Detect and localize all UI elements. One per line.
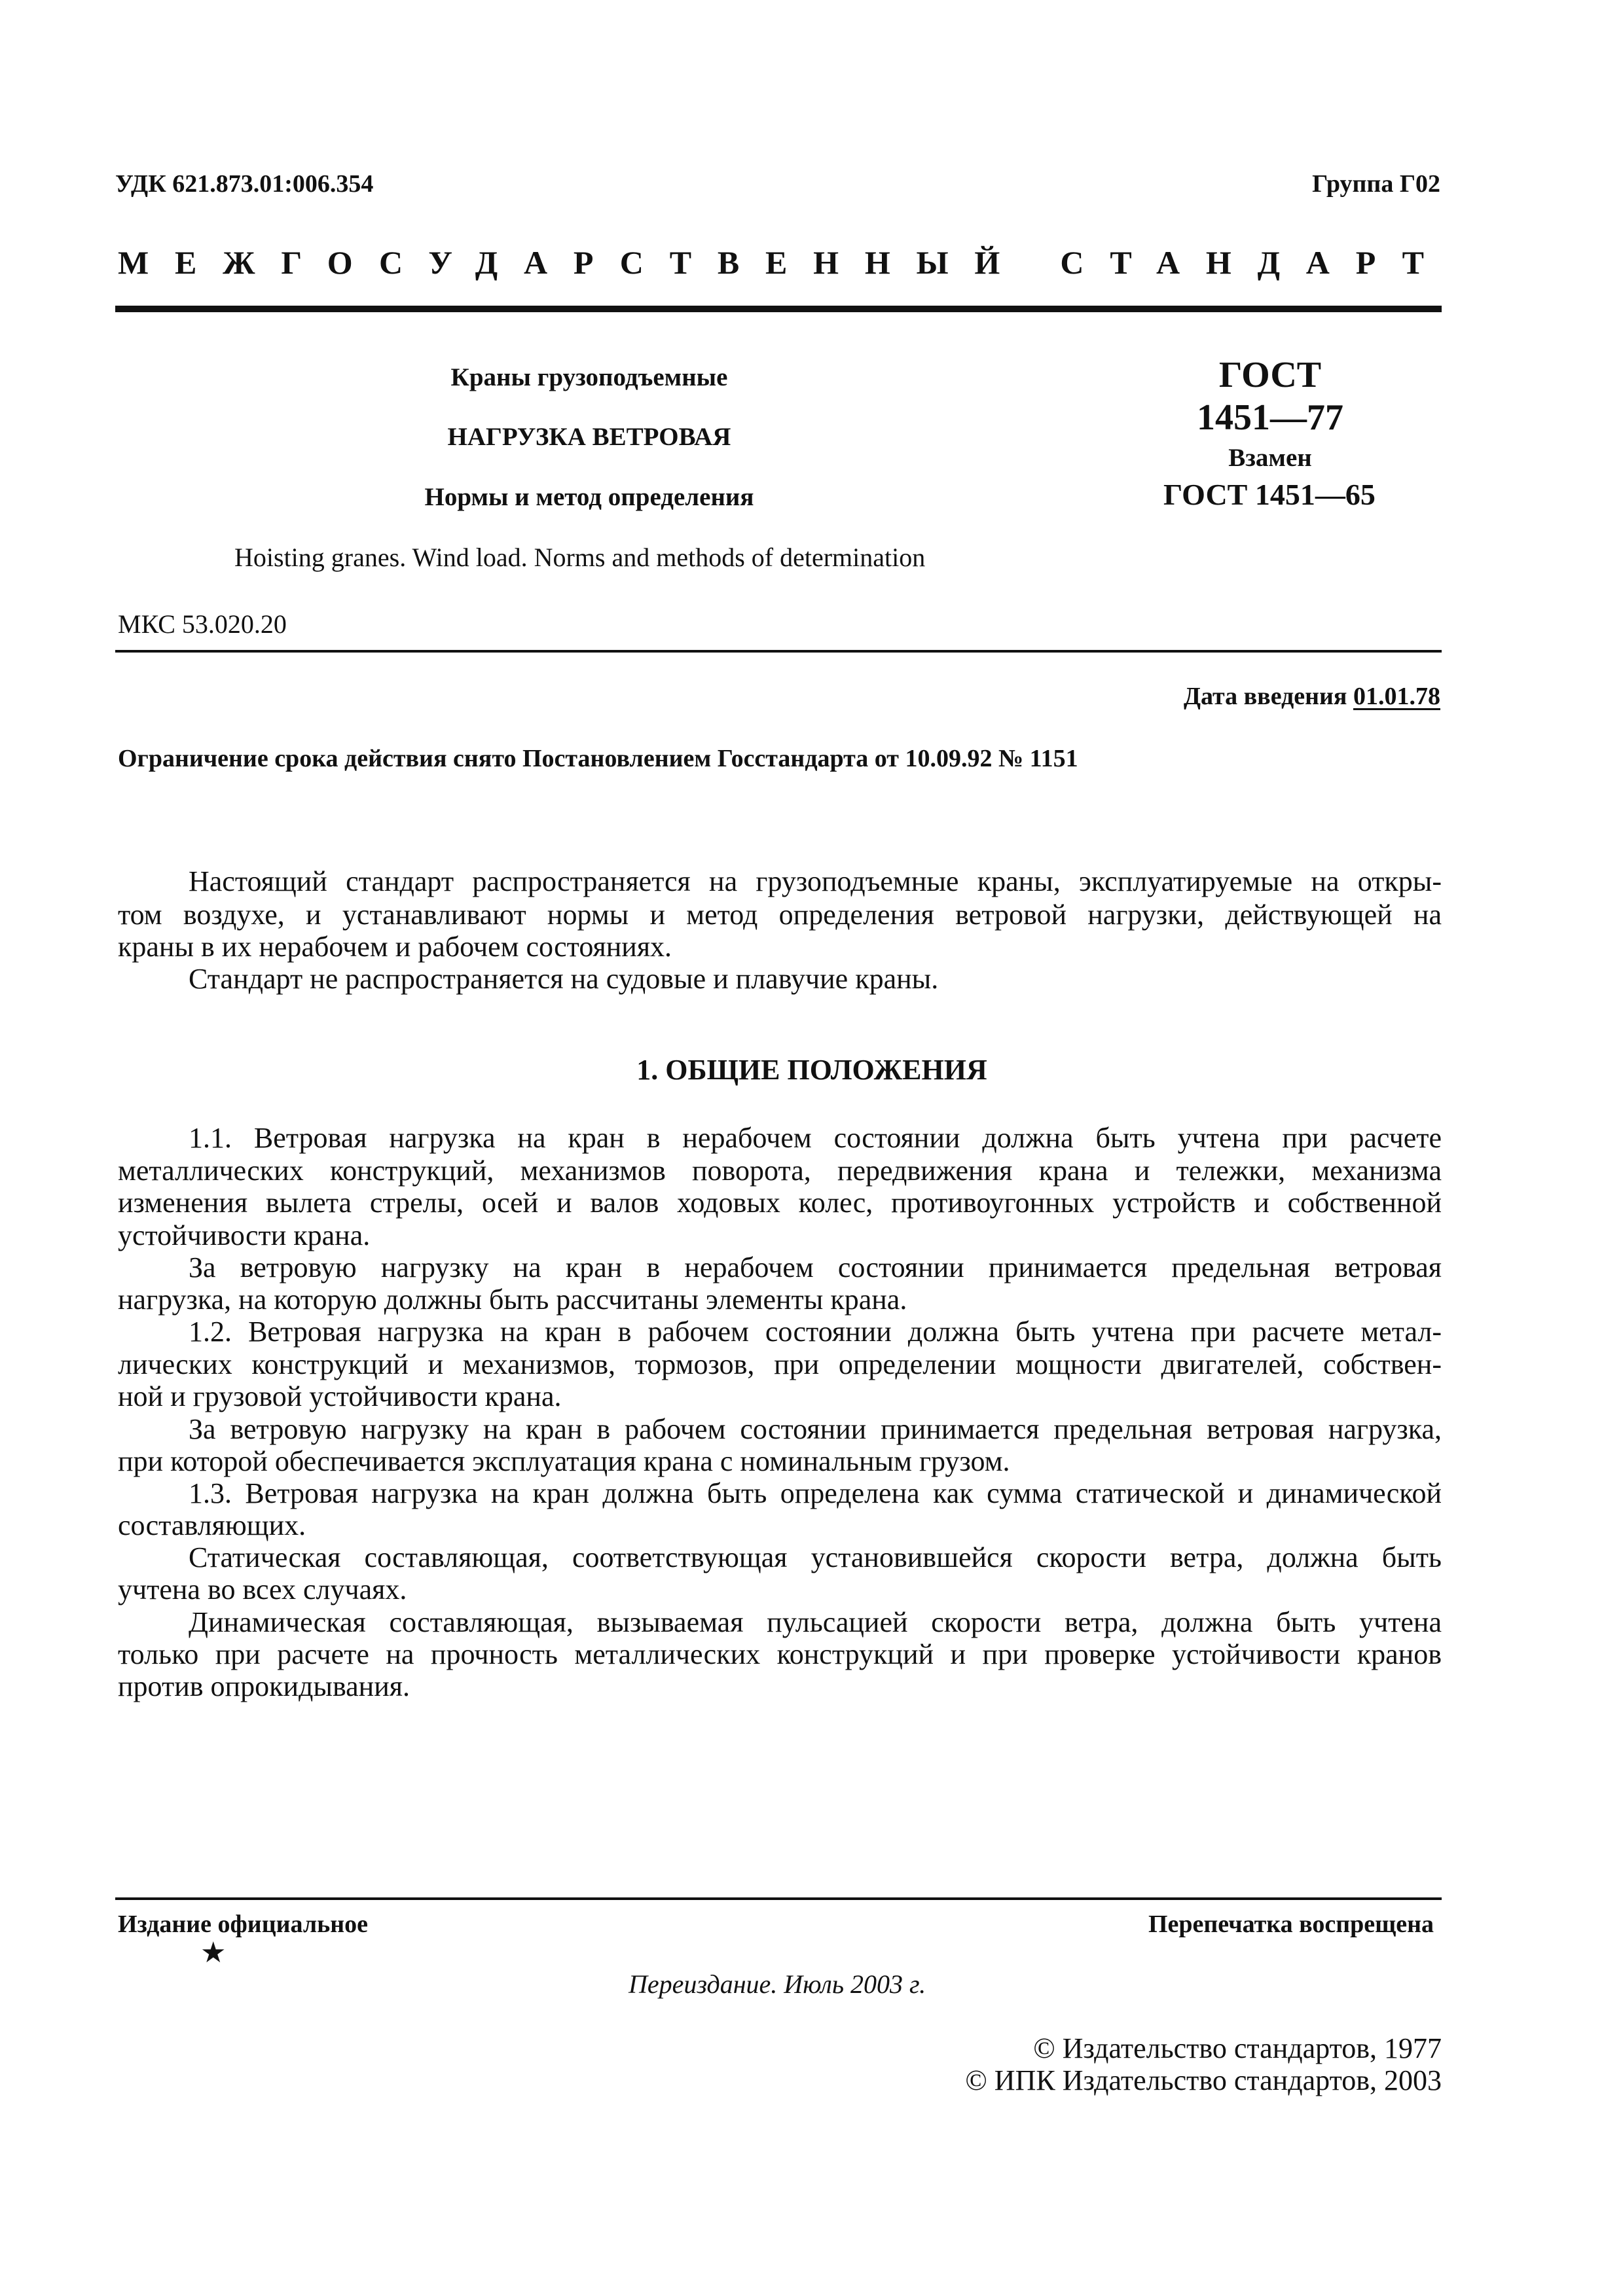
intro-date-label: Дата введения xyxy=(1183,683,1347,710)
udk-code: УДК 621.873.01:006.354 xyxy=(115,170,374,198)
section-line: устойчивости крана. xyxy=(118,1219,371,1251)
section-line: 1.2. Ветровая нагрузка на кран в рабочем состоянии должна быть учтена при расчете метал- xyxy=(189,1316,1442,1348)
star-icon: ★ xyxy=(200,1937,227,1969)
section-line: лических конструкций и механизмов, тормозов, при определении мощности двигателей, собствен- xyxy=(118,1348,1442,1380)
copyright-2003: © ИПК Издательство стандартов, 2003 xyxy=(965,2064,1442,2096)
title-line-2: НАГРУЗКА ВЕТРОВАЯ xyxy=(447,423,731,451)
intro-line: краны в их нерабочем и рабочем состояниях. xyxy=(118,931,672,963)
copyright-1977: © Издательство стандартов, 1977 xyxy=(1033,2032,1442,2064)
mks-code: МКС 53.020.20 xyxy=(118,609,287,639)
section-line: учтена во всех случаях. xyxy=(118,1573,407,1605)
thick-rule xyxy=(115,306,1442,312)
intro-line: том воздухе, и устанавливают нормы и метод определения ветровой нагрузки, действующей на xyxy=(118,899,1442,931)
intro-line: Стандарт не распространяется на судовые и плавучие краны. xyxy=(189,963,939,995)
footer-rule xyxy=(115,1897,1442,1900)
section-line: составляющих. xyxy=(118,1509,306,1541)
gost-number: 1451—77 xyxy=(1197,397,1343,438)
section-line: только при расчете на прочность металлических конструкций и при проверке устойчивости кранов xyxy=(118,1638,1442,1670)
gost-old: ГОСТ 1451—65 xyxy=(1163,478,1376,511)
section-line: при которой обеспечивается эксплуатация крана с номинальным грузом. xyxy=(118,1445,1010,1477)
section-line: против опрокидывания. xyxy=(118,1670,410,1702)
section-line: 1.3. Ветровая нагрузка на кран должна быть определена как сумма статической и динамической xyxy=(189,1477,1442,1509)
reprint-prohibited: Перепечатка воспрещена xyxy=(1148,1910,1434,1938)
section-title: 1. ОБЩИЕ ПОЛОЖЕНИЯ xyxy=(636,1054,987,1086)
title-line-3: Нормы и метод определения xyxy=(424,483,754,511)
section-line: Динамическая составляющая, вызываемая пульсацией скорости ветра, должна быть учтена xyxy=(189,1606,1442,1638)
thin-rule xyxy=(115,650,1442,653)
section-line: За ветровую нагрузку на кран в рабочем состоянии принимается предельная ветровая нагрузка, xyxy=(189,1413,1442,1445)
gost-replaces: Взамен xyxy=(1228,444,1312,472)
section-line: изменения вылета стрелы, осей и валов ходовых колес, противоугонных устройств и собственной xyxy=(118,1187,1442,1219)
group-code: Группа Г02 xyxy=(1312,170,1440,198)
section-line: нагрузка, на которую должны быть рассчитаны элементы крана. xyxy=(118,1283,907,1316)
official-edition: Издание официальное xyxy=(118,1910,369,1938)
section-line: 1.1. Ветровая нагрузка на кран в нерабочем состоянии должна быть учтена при расчете xyxy=(189,1122,1442,1154)
intro-date-value: 01.01.78 xyxy=(1353,683,1440,710)
intro-date xyxy=(1048,684,1440,709)
intro-line: Настоящий стандарт распространяется на грузоподъемные краны, эксплуатируемые на откры- xyxy=(189,865,1442,897)
section-line: металлических конструкций, механизмов поворота, передвижения крана и тележки, механизма xyxy=(118,1155,1442,1187)
section-line: Статическая составляющая, соответствующая установившейся скорости ветра, должна быть xyxy=(189,1541,1442,1573)
section-line: За ветровую нагрузку на кран в нерабочем состоянии принимается предельная ветровая xyxy=(189,1251,1442,1283)
section-line: ной и грузовой устойчивости крана. xyxy=(118,1380,562,1412)
reissue-note: Переиздание. Июль 2003 г. xyxy=(629,1969,926,1999)
restriction-note: Ограничение срока действия снято Постановлением Госстандарта от 10.09.92 № 1151 xyxy=(118,745,1078,772)
gost-label: ГОСТ xyxy=(1218,355,1322,395)
english-title: Hoisting granes. Wind load. Norms and methods of determination xyxy=(234,543,926,572)
title-line-1: Краны грузоподъемные xyxy=(450,363,728,391)
standard-banner: МЕЖГОСУДАРСТВЕННЫЙ СТАНДАРТ xyxy=(118,244,1450,281)
